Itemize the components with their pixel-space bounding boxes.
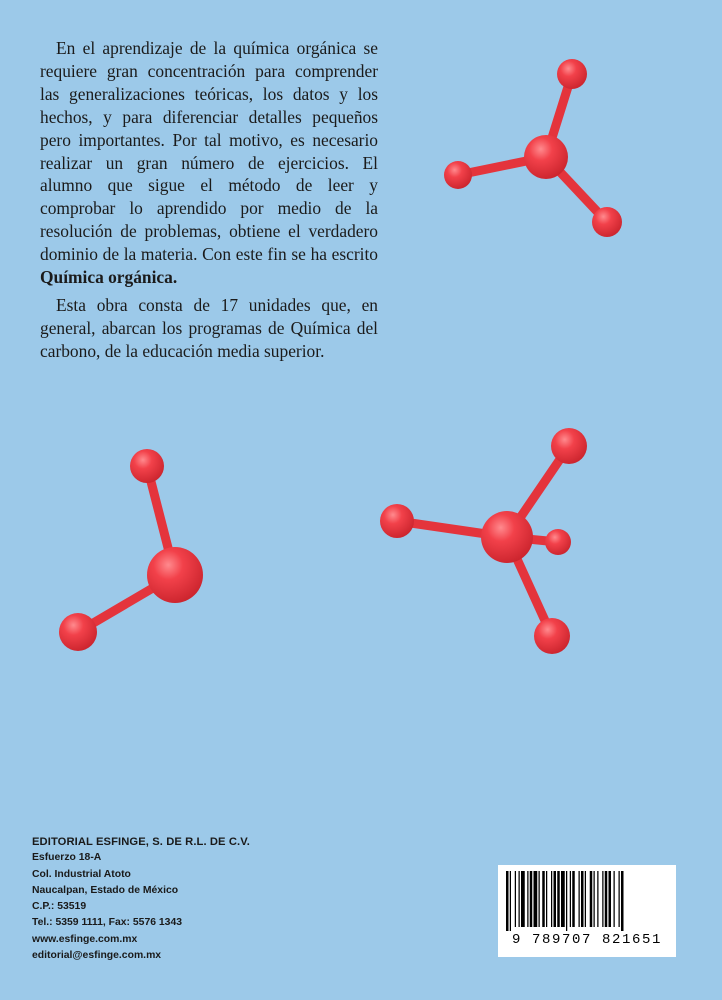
description-text: En el aprendizaje de la química orgánica se requiere gran concentración para comprender las generalizaciones teóricas, los datos y los hechos, y para diferenciar detalles pequeños pero importantes. Por tal motivo, es necesario realizar un gran número de ejercicios. El alumno que sigue el método de leer y comprobar lo aprendido por medio de la resolución de problemas, obtiene el verdadero dominio de la materia. Con este fin se ha escrito [40, 38, 378, 265]
atom-sphere [481, 511, 533, 563]
atom-sphere [380, 504, 414, 538]
isbn-barcode [498, 865, 676, 957]
atom-sphere [545, 529, 571, 555]
barcode-bar [594, 871, 595, 927]
barcode-bar [579, 871, 580, 927]
barcode-bar [581, 871, 584, 927]
barcode-bar [542, 871, 545, 927]
barcode-bar [609, 871, 612, 927]
atom-sphere [592, 207, 622, 237]
barcode-bar [506, 871, 509, 931]
barcode-bar [534, 871, 538, 927]
description-paragraph [40, 37, 378, 289]
barcode-bar [597, 871, 598, 927]
barcode-bar [590, 871, 593, 927]
publisher-info [32, 834, 392, 964]
barcode-bar [510, 871, 511, 931]
atom-sphere [444, 161, 472, 189]
contents-paragraph: Esta obra consta de 17 unidades que, en general, abarcan los programas de Química del carbono, de la educación media superior. [40, 295, 378, 361]
barcode-bar [546, 871, 547, 927]
book-title: Química orgánica. [40, 267, 178, 288]
barcode-bar [566, 871, 567, 931]
barcode-bar [572, 871, 575, 927]
barcode-bar [619, 871, 620, 927]
barcode-bar [530, 871, 533, 927]
barcode-bar [551, 871, 552, 927]
barcode-bar [621, 871, 624, 931]
barcode-bar [519, 871, 520, 927]
molecule-bent [78, 466, 175, 632]
publisher-phone: Tel.: 5359 1111, Fax: 5576 1343 [32, 917, 183, 929]
atom-sphere [130, 449, 164, 483]
barcode-bar [605, 871, 608, 927]
publisher-colony: Col. Industrial Atoto [32, 868, 131, 880]
barcode-bar [527, 871, 528, 927]
barcode-bar [515, 871, 516, 927]
barcode-bars [504, 871, 670, 931]
publisher-postal-code: C.P.: 53519 [32, 901, 87, 913]
atom-sphere [551, 428, 587, 464]
barcode-bar [614, 871, 615, 927]
barcode-bar [539, 871, 540, 927]
barcode-bar [602, 871, 603, 927]
barcode-bar [554, 871, 557, 927]
publisher-street: Esfuerzo 18-A [32, 852, 102, 864]
atom-sphere [147, 547, 203, 603]
publisher-city: Naucalpan, Estado de México [32, 884, 179, 896]
barcode-bar [561, 871, 565, 927]
publisher-email[interactable]: editorial@esfinge.com.mx [32, 950, 162, 962]
barcode-bar [521, 871, 525, 927]
publisher-website[interactable]: www.esfinge.com.mx [32, 933, 138, 945]
atom-sphere [534, 618, 570, 654]
barcode-bar [585, 871, 586, 927]
atom-sphere [524, 135, 568, 179]
barcode-bar [557, 871, 560, 927]
barcode-bar [570, 871, 571, 927]
atom-sphere [557, 59, 587, 89]
publisher-name: EDITORIAL ESFINGE, S. DE R.L. DE C.V. [32, 836, 250, 848]
atom-sphere [59, 613, 97, 651]
barcode-digits: 9 789707 821651 [511, 932, 663, 948]
